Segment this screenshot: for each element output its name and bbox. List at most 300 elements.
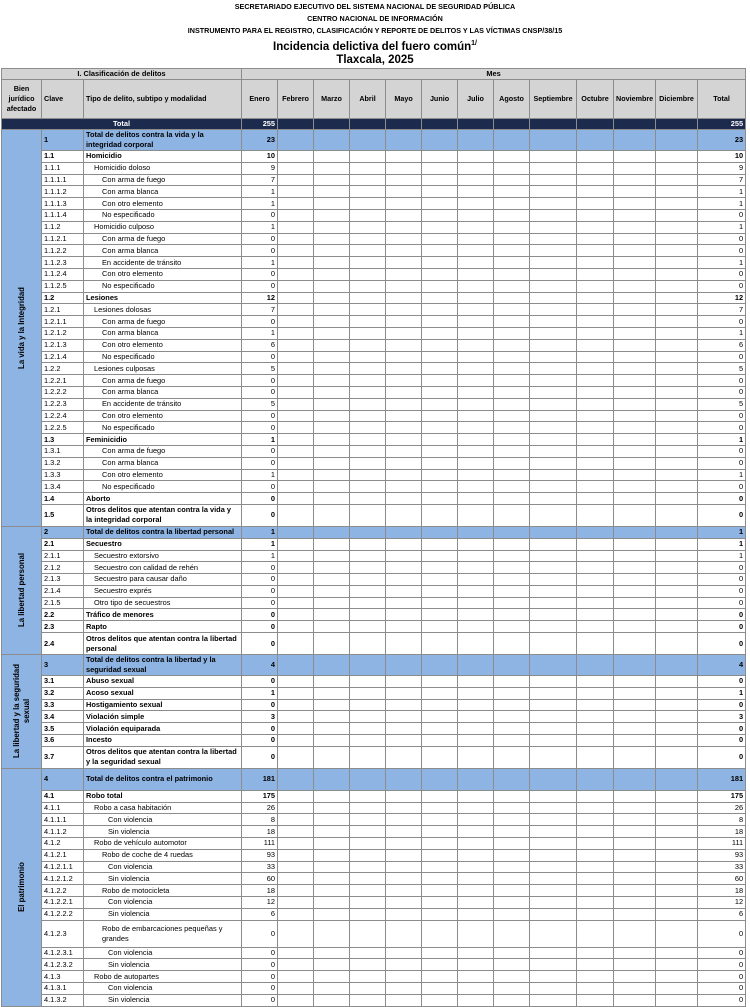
- clave-cell: 1.4: [42, 493, 84, 505]
- tipo-cell: Robo de embarcaciones pequeñas y grandes: [84, 920, 242, 947]
- month-cell: [530, 885, 577, 897]
- month-cell: [494, 316, 530, 328]
- month-cell: [386, 526, 422, 538]
- month-cell: [314, 174, 350, 186]
- month-cell: [386, 457, 422, 469]
- month-cell: [314, 363, 350, 375]
- tipo-cell: Secuestro con calidad de rehén: [84, 562, 242, 574]
- month-cell: [494, 445, 530, 457]
- month-cell: [614, 983, 656, 995]
- month-cell: [314, 768, 350, 790]
- clave-cell: 1.1.2.2: [42, 245, 84, 257]
- clave-cell: 1.1.2.4: [42, 268, 84, 280]
- table-row: [2, 746, 746, 768]
- month-cell: [614, 885, 656, 897]
- month-cell: [314, 481, 350, 493]
- month-cell: [494, 434, 530, 446]
- month-cell: [278, 562, 314, 574]
- month-cell: [530, 504, 577, 526]
- month-cell: [278, 699, 314, 711]
- month-cell: [314, 422, 350, 434]
- table-row: [2, 445, 746, 457]
- bien-juridico-label: La libertad y la seguridad sexual: [11, 664, 31, 759]
- month-cell: [656, 826, 698, 838]
- enero-cell: 1: [242, 469, 278, 481]
- month-cell: [577, 151, 614, 163]
- month-cell: [314, 983, 350, 995]
- tipo-cell: Feminicidio: [84, 434, 242, 446]
- month-cell: [614, 186, 656, 198]
- table-row: [2, 422, 746, 434]
- tipo-cell: No especificado: [84, 209, 242, 221]
- month-cell: [350, 562, 386, 574]
- month-cell: [314, 687, 350, 699]
- month-cell: [314, 233, 350, 245]
- month-cell: [530, 849, 577, 861]
- tipo-cell: Lesiones: [84, 292, 242, 304]
- month-cell: [278, 746, 314, 768]
- table-row: [2, 198, 746, 210]
- month-cell: [422, 655, 458, 676]
- month-cell: [422, 316, 458, 328]
- bien-juridico-cell: [2, 130, 42, 527]
- total-cell: 23: [698, 130, 746, 151]
- clave-cell: 2.1.4: [42, 585, 84, 597]
- month-cell: [422, 257, 458, 269]
- month-cell: [577, 699, 614, 711]
- month-cell: [458, 209, 494, 221]
- tipo-cell: Con arma blanca: [84, 327, 242, 339]
- tipo-cell: No especificado: [84, 280, 242, 292]
- month-cell: [386, 947, 422, 959]
- tipo-cell: Con violencia: [84, 814, 242, 826]
- month-cell: [458, 920, 494, 947]
- month-cell: [278, 410, 314, 422]
- total-cell: 0: [698, 609, 746, 621]
- month-cell: [278, 633, 314, 655]
- month-cell: [656, 398, 698, 410]
- month-cell: [350, 445, 386, 457]
- month-cell: [314, 849, 350, 861]
- month-cell: [614, 162, 656, 174]
- month-cell: [577, 292, 614, 304]
- month-cell: [577, 790, 614, 802]
- month-cell: [577, 633, 614, 655]
- table-row: [2, 838, 746, 850]
- month-cell: [577, 994, 614, 1006]
- month-cell: [458, 538, 494, 550]
- month-cell: [278, 257, 314, 269]
- month-cell: [656, 233, 698, 245]
- enero-cell: 0: [242, 445, 278, 457]
- table-row: [2, 457, 746, 469]
- month-cell: [422, 245, 458, 257]
- month-cell: [656, 550, 698, 562]
- month-cell: [422, 327, 458, 339]
- total-cell: 18: [698, 826, 746, 838]
- month-cell: [577, 768, 614, 790]
- month-cell: [494, 585, 530, 597]
- month-cell: [422, 633, 458, 655]
- month-cell: [350, 434, 386, 446]
- month-cell: [614, 971, 656, 983]
- month-cell: [350, 526, 386, 538]
- month-cell: [314, 676, 350, 688]
- month-cell: [386, 304, 422, 316]
- month-cell: [458, 351, 494, 363]
- clave-cell: 3.3: [42, 699, 84, 711]
- month-cell: [458, 908, 494, 920]
- month-cell: [614, 410, 656, 422]
- table-row: [2, 699, 746, 711]
- tipo-cell: Con otro elemento: [84, 268, 242, 280]
- month-cell: [494, 687, 530, 699]
- month-cell: [278, 268, 314, 280]
- total-cell: 7: [698, 304, 746, 316]
- month-cell: [494, 920, 530, 947]
- month-cell: [278, 959, 314, 971]
- enero-cell: 0: [242, 597, 278, 609]
- month-cell: [278, 130, 314, 151]
- month-cell: [494, 790, 530, 802]
- month-cell: [656, 469, 698, 481]
- month-cell: [278, 316, 314, 328]
- month-cell: [314, 386, 350, 398]
- month-cell: [278, 897, 314, 909]
- month-cell: [614, 676, 656, 688]
- month-cell: [494, 351, 530, 363]
- clave-cell: 4.1.1.2: [42, 826, 84, 838]
- clave-cell: 3.1: [42, 676, 84, 688]
- month-cell: [386, 994, 422, 1006]
- clave-cell: 1.3.1: [42, 445, 84, 457]
- month-cell: [577, 375, 614, 387]
- month-cell: [614, 268, 656, 280]
- month-cell: [422, 351, 458, 363]
- month-cell: [656, 434, 698, 446]
- month-cell: [386, 873, 422, 885]
- month-cell: [577, 257, 614, 269]
- month-cell: [494, 597, 530, 609]
- month-cell: [314, 971, 350, 983]
- month-cell: [386, 351, 422, 363]
- month-cell: [577, 861, 614, 873]
- month-cell: [422, 504, 458, 526]
- report-header: [0, 0, 750, 68]
- clave-cell: 4: [42, 768, 84, 790]
- month-cell: [656, 422, 698, 434]
- month-cell: [278, 457, 314, 469]
- table-row: [2, 826, 746, 838]
- month-cell: [350, 186, 386, 198]
- month-cell: [614, 375, 656, 387]
- header-line-3: INSTRUMENTO PARA EL REGISTRO, CLASIFICACIÓN Y REPORTE DE DELITOS Y LAS VÍCTIMAS CNSP/38/15: [187, 26, 563, 35]
- month-cell: [314, 873, 350, 885]
- month-cell: [656, 386, 698, 398]
- month-cell: [577, 469, 614, 481]
- month-cell: [350, 363, 386, 375]
- month-cell: [614, 597, 656, 609]
- month-cell: [614, 469, 656, 481]
- month-cell: [386, 363, 422, 375]
- enero-cell: 181: [242, 768, 278, 790]
- clave-cell: 1.1.2.5: [42, 280, 84, 292]
- table-row: [2, 257, 746, 269]
- month-cell: [278, 790, 314, 802]
- total-cell: 1: [698, 434, 746, 446]
- total-enero: 255: [242, 119, 278, 130]
- month-cell: [656, 457, 698, 469]
- month-cell: [278, 711, 314, 723]
- month-cell: [577, 597, 614, 609]
- month-cell: [350, 398, 386, 410]
- month-cell: [530, 245, 577, 257]
- month-cell: [577, 268, 614, 280]
- tipo-cell: Otros delitos que atentan contra la vida y la integridad corporal: [84, 504, 242, 526]
- total-cell: 0: [698, 481, 746, 493]
- tipo-cell: Homicidio culposo: [84, 221, 242, 233]
- clave-cell: 4.1.1.1: [42, 814, 84, 826]
- month-cell: [350, 130, 386, 151]
- month-cell: [386, 445, 422, 457]
- month-cell: [494, 861, 530, 873]
- month-cell: [350, 292, 386, 304]
- month-cell: [530, 826, 577, 838]
- month-cell: [422, 186, 458, 198]
- month-cell: [278, 174, 314, 186]
- col-month-6: Junio: [422, 80, 458, 119]
- clave-cell: 1.2.2.4: [42, 410, 84, 422]
- month-cell: [530, 768, 577, 790]
- month-cell: [458, 711, 494, 723]
- tipo-cell: Robo a casa habitación: [84, 802, 242, 814]
- month-cell: [422, 947, 458, 959]
- month-cell: [278, 292, 314, 304]
- month-cell: [422, 971, 458, 983]
- month-cell: [577, 162, 614, 174]
- month-cell: [494, 655, 530, 676]
- month-cell: [278, 351, 314, 363]
- month-cell: [614, 538, 656, 550]
- month-cell: [656, 746, 698, 768]
- month-cell: [386, 257, 422, 269]
- month-cell: [422, 983, 458, 995]
- month-cell: [577, 609, 614, 621]
- month-cell: [386, 861, 422, 873]
- enero-cell: 111: [242, 838, 278, 850]
- total-cell: 0: [698, 351, 746, 363]
- month-cell: [656, 327, 698, 339]
- month-cell: [656, 245, 698, 257]
- month-cell: [656, 971, 698, 983]
- month-cell: [494, 550, 530, 562]
- month-cell: [530, 699, 577, 711]
- clave-cell: 2.2: [42, 609, 84, 621]
- month-cell: [530, 526, 577, 538]
- month-cell: [656, 768, 698, 790]
- month-cell: [422, 908, 458, 920]
- total-cell: 1: [698, 687, 746, 699]
- month-cell: [530, 386, 577, 398]
- enero-cell: 0: [242, 268, 278, 280]
- table-row: [2, 481, 746, 493]
- month-cell: [314, 908, 350, 920]
- month-cell: [530, 257, 577, 269]
- month-cell: [386, 826, 422, 838]
- table-row: [2, 735, 746, 747]
- table-row: [2, 687, 746, 699]
- enero-cell: 12: [242, 292, 278, 304]
- enero-cell: 0: [242, 375, 278, 387]
- month-cell: [314, 735, 350, 747]
- month-cell: [577, 814, 614, 826]
- column-header-row: [2, 80, 746, 119]
- month-cell: [422, 469, 458, 481]
- month-cell: [494, 151, 530, 163]
- clave-cell: 2.1.5: [42, 597, 84, 609]
- month-cell: [458, 292, 494, 304]
- month-cell: [458, 838, 494, 850]
- month-cell: [422, 233, 458, 245]
- month-cell: [614, 735, 656, 747]
- month-cell: [656, 493, 698, 505]
- total-cell: 1: [698, 538, 746, 550]
- month-cell: [656, 574, 698, 586]
- month-cell: [278, 151, 314, 163]
- month-cell: [386, 422, 422, 434]
- month-cell: [494, 983, 530, 995]
- month-cell: [350, 162, 386, 174]
- month-cell: [350, 245, 386, 257]
- tipo-cell: Con otro elemento: [84, 198, 242, 210]
- month-cell: [422, 676, 458, 688]
- clave-cell: 1.2.2.2: [42, 386, 84, 398]
- month-cell: [386, 676, 422, 688]
- month-cell: [614, 457, 656, 469]
- month-cell: [656, 609, 698, 621]
- total-cell: 4: [698, 655, 746, 676]
- enero-cell: 1: [242, 687, 278, 699]
- enero-cell: 6: [242, 908, 278, 920]
- tipo-cell: Secuestro: [84, 538, 242, 550]
- month-cell: [458, 233, 494, 245]
- month-cell: [458, 947, 494, 959]
- month-cell: [278, 209, 314, 221]
- month-cell: [577, 221, 614, 233]
- enero-cell: 0: [242, 422, 278, 434]
- total-cell: 0: [698, 621, 746, 633]
- total-cell: 1: [698, 198, 746, 210]
- month-cell: [386, 574, 422, 586]
- header-line-1: SECRETARIADO EJECUTIVO DEL SISTEMA NACIONAL DE SEGURIDAD PÚBLICA: [234, 2, 516, 11]
- enero-cell: 9: [242, 162, 278, 174]
- tipo-cell: Secuestro extorsivo: [84, 550, 242, 562]
- enero-cell: 8: [242, 814, 278, 826]
- month-cell: [614, 304, 656, 316]
- total-cell: 9: [698, 162, 746, 174]
- table-row: [2, 434, 746, 446]
- month-cell: [350, 814, 386, 826]
- month-cell: [350, 151, 386, 163]
- total-cell: 1: [698, 327, 746, 339]
- month-cell: [386, 130, 422, 151]
- table-row: [2, 562, 746, 574]
- month-cell: [422, 597, 458, 609]
- month-cell: [350, 351, 386, 363]
- total-cell: 0: [698, 983, 746, 995]
- month-cell: [494, 802, 530, 814]
- clave-cell: 1.2.2: [42, 363, 84, 375]
- month-cell: [577, 735, 614, 747]
- total-cell: 0: [698, 723, 746, 735]
- month-cell: [614, 746, 656, 768]
- month-cell: [350, 908, 386, 920]
- month-cell: [458, 198, 494, 210]
- month-cell: [656, 504, 698, 526]
- month-cell: [278, 493, 314, 505]
- month-cell: [422, 493, 458, 505]
- month-cell: [614, 339, 656, 351]
- enero-cell: 0: [242, 735, 278, 747]
- month-cell: [278, 280, 314, 292]
- table-row: [2, 920, 746, 947]
- month-cell: [350, 422, 386, 434]
- month-cell: [494, 947, 530, 959]
- month-cell: [614, 790, 656, 802]
- month-cell: [577, 746, 614, 768]
- month-cell: [422, 422, 458, 434]
- month-cell: [530, 209, 577, 221]
- month-cell: [458, 434, 494, 446]
- month-cell: [494, 457, 530, 469]
- month-cell: [530, 609, 577, 621]
- total-total: 255: [698, 119, 746, 130]
- total-row: [2, 119, 746, 130]
- tipo-cell: Lesiones culposas: [84, 363, 242, 375]
- total-cell: 0: [698, 280, 746, 292]
- month-cell: [386, 959, 422, 971]
- tipo-cell: Sin violencia: [84, 826, 242, 838]
- total-cell: 0: [698, 971, 746, 983]
- table-row: [2, 504, 746, 526]
- month-cell: [278, 994, 314, 1006]
- month-cell: [314, 597, 350, 609]
- month-cell: [530, 897, 577, 909]
- month-cell: [350, 983, 386, 995]
- table-row: [2, 526, 746, 538]
- tipo-cell: Con otro elemento: [84, 469, 242, 481]
- clave-cell: 3.2: [42, 687, 84, 699]
- month-cell: [656, 633, 698, 655]
- month-cell: [422, 959, 458, 971]
- month-cell: [614, 633, 656, 655]
- tipo-cell: Otro tipo de secuestros: [84, 597, 242, 609]
- month-cell: [494, 221, 530, 233]
- total-cell: 0: [698, 375, 746, 387]
- month-cell: [386, 597, 422, 609]
- month-cell: [458, 633, 494, 655]
- month-cell: [614, 873, 656, 885]
- month-cell: [386, 735, 422, 747]
- enero-cell: 23: [242, 130, 278, 151]
- col-month-7: Julio: [458, 80, 494, 119]
- month-cell: [422, 585, 458, 597]
- total-cell: 0: [698, 735, 746, 747]
- clave-cell: 4.1.3.2: [42, 994, 84, 1006]
- month-cell: [314, 885, 350, 897]
- tipo-cell: Secuestro para causar daño: [84, 574, 242, 586]
- month-cell: [530, 363, 577, 375]
